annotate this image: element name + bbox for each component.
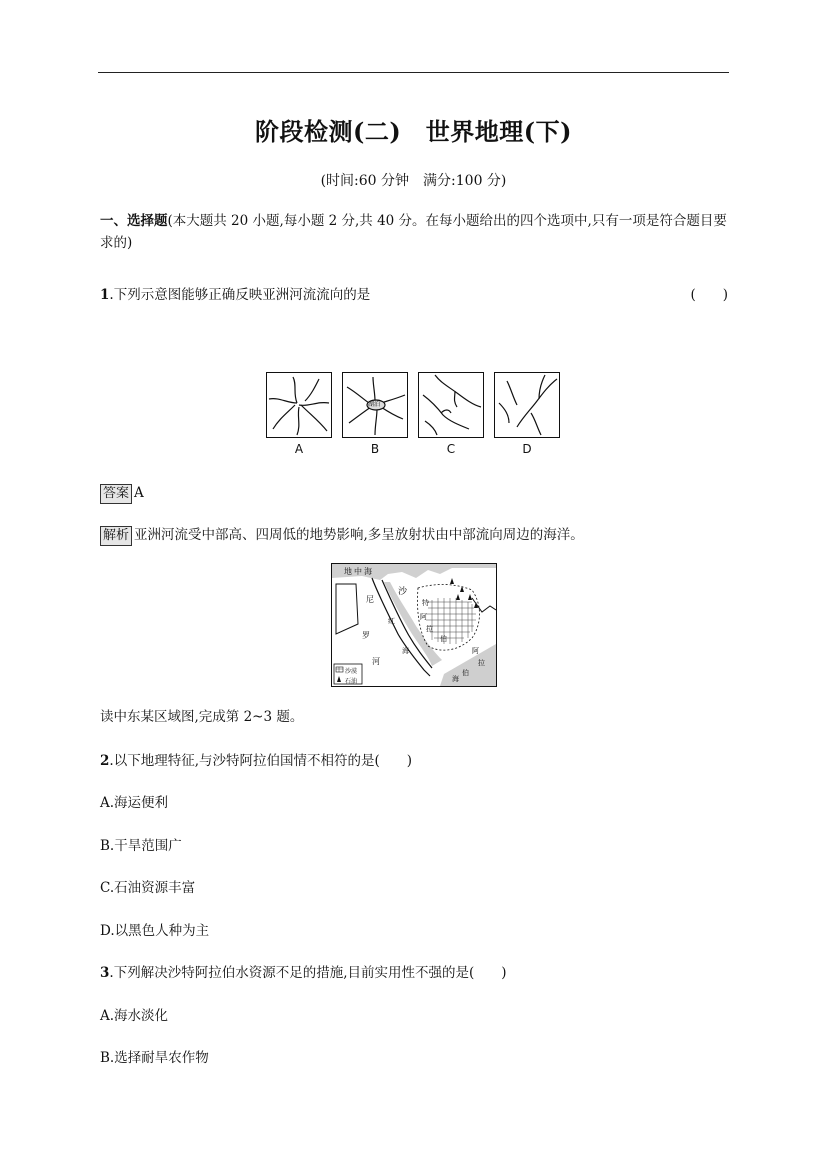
map-d xyxy=(494,372,560,438)
mideast-label-17: 海 xyxy=(452,675,459,683)
explanation-1 xyxy=(100,524,728,546)
mideast-label-16: 伯 xyxy=(462,669,469,677)
page-subtitle: (时间:60 分钟 满分:100 分) xyxy=(320,173,507,189)
question-3-option-b: B.选择耐旱农作物 xyxy=(100,1050,209,1066)
question-3-option-a: A.海水淡化 xyxy=(100,1008,169,1024)
mideast-label-9: 尼 xyxy=(366,595,374,604)
mideast-label-8: 伯 xyxy=(440,635,447,643)
section-note: (本大题共 20 小题,每小题 2 分,共 40 分。在每小题给出的四个选项中,只有一项是符合题目要求的) xyxy=(100,213,727,251)
intro-text: 读中东某区域图,完成第 2~3 题。 xyxy=(100,709,304,725)
map-label-c: C xyxy=(446,442,456,456)
mideast-legend-oil: 石油 xyxy=(345,678,358,685)
map-d-rivers xyxy=(495,373,559,437)
mideast-label-7: 拉 xyxy=(426,625,433,633)
mideast-label-15: 拉 xyxy=(478,659,485,667)
mideast-label-10: 罗 xyxy=(362,631,370,640)
mideast-legend-desert: 沙漠 xyxy=(345,668,358,675)
explanation-label: 解析 xyxy=(100,526,132,546)
section-heading xyxy=(100,210,728,254)
question-2-option-b: B.干旱范围广 xyxy=(100,838,182,854)
explanation-text: 亚洲河流受中部高、四周低的地势影响,多呈放射状由中部流向周边的海洋。 xyxy=(134,527,584,543)
map-c xyxy=(418,372,484,438)
question-1-paren: ( ) xyxy=(690,287,728,303)
map-c-rivers xyxy=(419,373,483,437)
mideast-label-4: 沙 xyxy=(398,587,408,597)
question-1-text: .下列示意图能够正确反映亚洲河流流向的是 xyxy=(109,287,371,303)
mideast-label-5: 特 xyxy=(422,599,429,607)
page-title: 阶段检测(二) 世界地理(下) xyxy=(255,117,572,146)
middle-east-map xyxy=(331,563,497,687)
question-2-option-a: A.海运便利 xyxy=(100,795,169,811)
mideast-label-14: 阿 xyxy=(472,647,479,655)
question-3-number: 3 xyxy=(100,965,110,981)
mideast-label-11: 河 xyxy=(372,657,380,666)
question-2-option-c: C.石油资源丰富 xyxy=(100,880,196,896)
question-1 xyxy=(100,284,728,306)
answer-label: 答案 xyxy=(100,484,132,504)
question-2 xyxy=(100,750,412,772)
question-3 xyxy=(100,962,507,984)
mideast-label-12: 红 xyxy=(388,617,395,625)
map-label-a: A xyxy=(294,442,304,456)
answer-1 xyxy=(100,482,144,504)
question-2-option-d: D.以黑色人种为主 xyxy=(100,923,210,939)
question-3-text: .下列解决沙特阿拉伯水资源不足的措施,目前实用性不强的是( ) xyxy=(109,965,507,981)
header-rule xyxy=(98,72,729,73)
mideast-label-13: 海 xyxy=(402,647,409,655)
question-2-number: 2 xyxy=(100,753,110,769)
section-heading-label: 一、选择题 xyxy=(100,213,168,229)
river-maps-figure xyxy=(264,372,564,462)
answer-value: A xyxy=(134,485,144,501)
mideast-label-2: 中 xyxy=(354,567,362,576)
mideast-label-3: 海 xyxy=(364,567,372,576)
question-1-number: 1 xyxy=(100,287,110,303)
question-2-text: .以下地理特征,与沙特阿拉伯国情不相符的是( ) xyxy=(109,753,413,769)
mideast-label-6: 阿 xyxy=(420,613,427,621)
map-a xyxy=(266,372,332,438)
map-label-d: D xyxy=(522,442,532,456)
map-a-rivers xyxy=(267,373,331,437)
map-b-inset-label: 湖泊 xyxy=(368,401,381,408)
map-label-b: B xyxy=(370,442,380,456)
map-b xyxy=(342,372,408,438)
mideast-label-1: 地 xyxy=(344,567,352,576)
